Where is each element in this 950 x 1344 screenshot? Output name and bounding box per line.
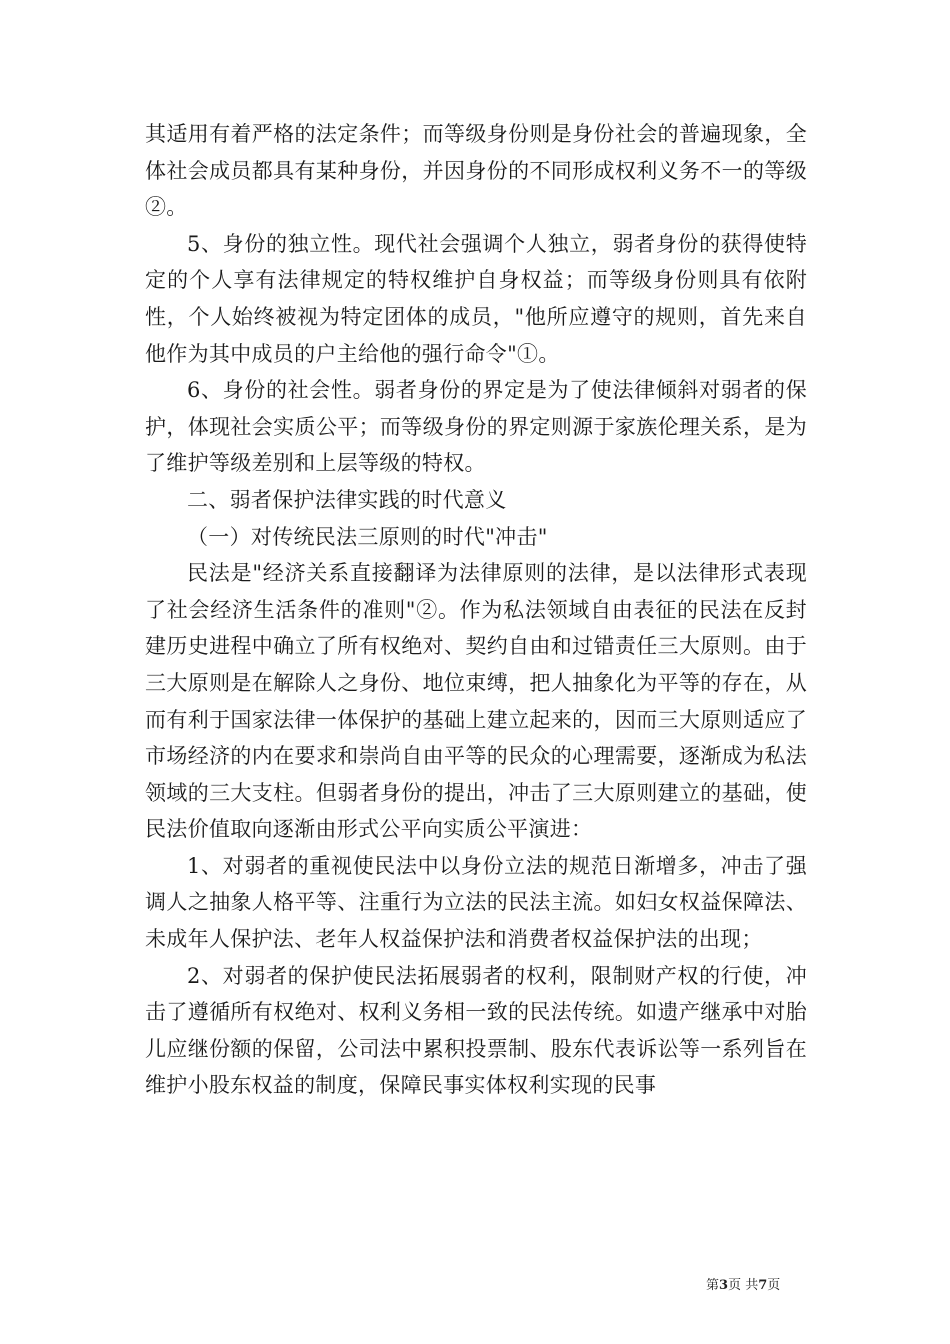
page-number	[706, 1278, 780, 1294]
paragraph-sociality: 6、身份的社会性。弱者身份的界定是为了使法律倾斜对弱者的保护，体现社会实质公平；而等级身份的界定则源于家族伦理关系，是为了维护等级差别和上层等级的特权。	[145, 378, 807, 476]
paragraph-independence: 5、身份的独立性。现代社会强调个人独立，弱者身份的获得使特定的个人享有法律规定的特权维护自身权益；而等级身份则具有依附性，个人始终被视为特定团体的成员，"他所应遵守的规则，首先来自他作为其中成员的户主给他的强行命令"①。	[145, 231, 807, 366]
page-middle: 页 共	[728, 1278, 759, 1293]
paragraph-point-1: 1、对弱者的重视使民法中以身份立法的规范日渐增多，冲击了强调人之抽象人格平等、注重行为立法的民法主流。如妇女权益保障法、未成年人保护法、老年人权益保护法和消费者权益保护法的出现；	[145, 853, 807, 952]
body-text	[145, 116, 807, 1104]
paragraph-civil-law: 民法是"经济关系直接翻译为法律原则的法律，是以法律形式表现了社会经济生活条件的准则"②。作为私法领域自由表征的民法在反封建历史进程中确立了所有权绝对、契约自由和过错责任三大原则。由于三大原则是在解除人之身份、地位束缚，把人抽象化为平等的存在，从而有利于国家法律一体保护的基础上建立起来的，因而三大原则适应了市场经济的内在要求和崇尚自由平等的民众的心理需要，逐渐成为私法领域的三大支柱。但弱者身份的提出，冲击了三大原则建立的基础，使民法价值取向逐渐由形式公平向实质公平演进：	[145, 561, 807, 842]
total-pages: 7	[758, 1278, 768, 1293]
current-page: 3	[719, 1278, 729, 1293]
section-heading: 二、弱者保护法律实践的时代意义	[187, 487, 507, 512]
page-prefix: 第	[706, 1278, 720, 1293]
subsection-heading: （一）对传统民法三原则的时代"冲击"	[187, 524, 548, 549]
page-suffix: 页	[767, 1278, 781, 1293]
paragraph-continuation: 其适用有着严格的法定条件；而等级身份则是身份社会的普遍现象，全体社会成员都具有某种身份，并因身份的不同形成权利义务不一的等级②。	[145, 122, 807, 220]
paragraph-point-2: 2、对弱者的保护使民法拓展弱者的权利，限制财产权的行使，冲击了遵循所有权绝对、权利义务相一致的民法传统。如遗产继承中对胎儿应继份额的保留，公司法中累积投票制、股东代表诉讼等一系列旨在维护小股东权益的制度，保障民事实体权利实现的民事	[145, 963, 807, 1098]
